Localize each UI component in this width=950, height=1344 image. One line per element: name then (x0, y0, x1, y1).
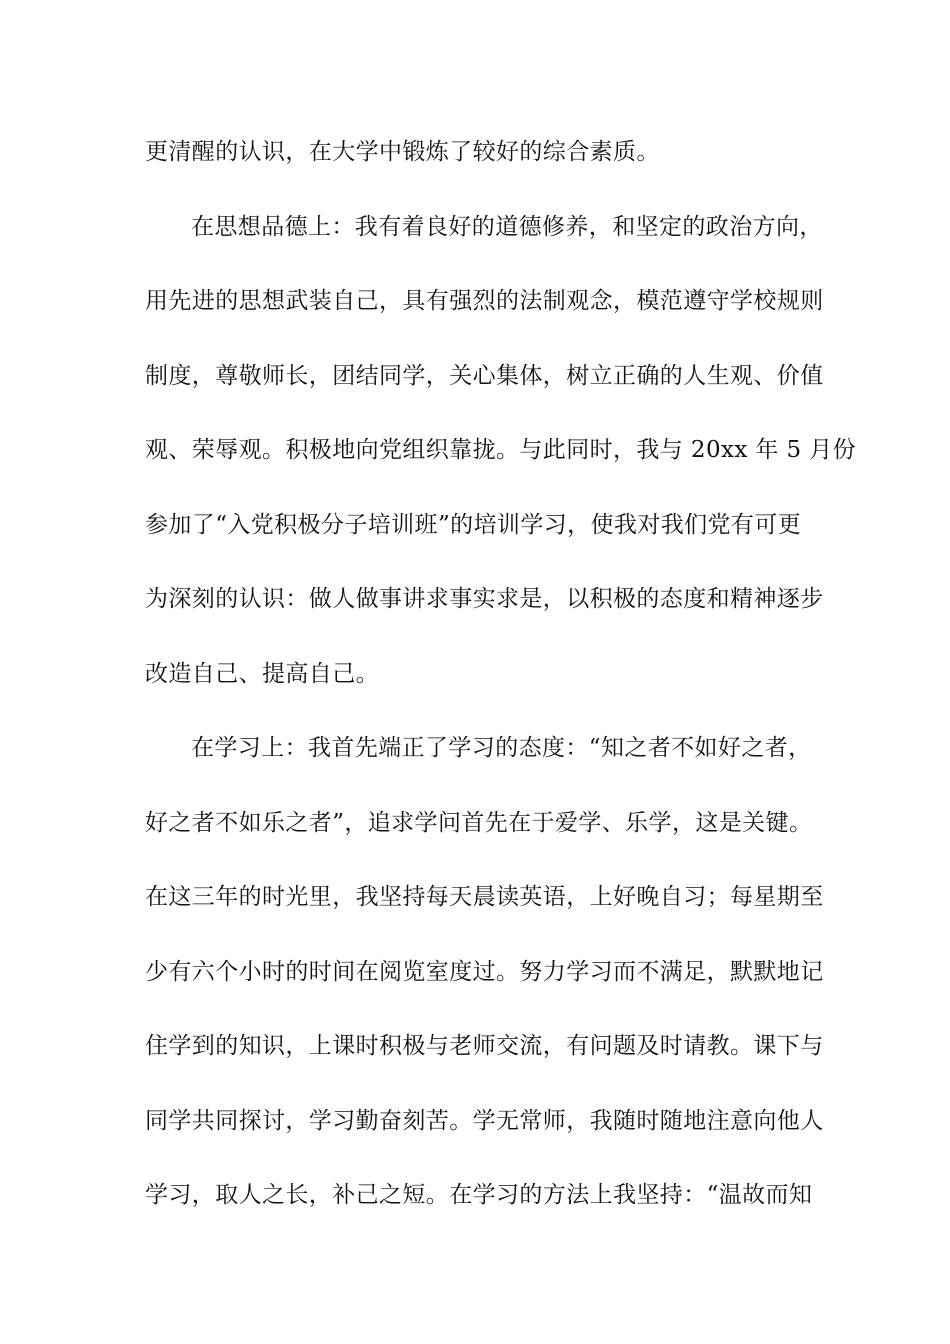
text-line: 改造自己、提高自己。 (145, 660, 379, 687)
text-line: 制度，尊敬师长，团结同学，关心集体，树立正确的人生观、价值 (145, 362, 824, 389)
text-line: 同学共同探讨，学习勤奋刻苦。学无常师，我随时随地注意向他人 (145, 1107, 824, 1134)
text-line: 住学到的知识，上课时积极与老师交流，有问题及时请教。课下与 (145, 1033, 824, 1059)
text-line: 为深刻的认识：做人做事讲求事实求是，以积极的态度和精神逐步 (145, 586, 824, 612)
text-line: 学习，取人之长，补己之短。在学习的方法上我坚持：“温故而知 (145, 1182, 813, 1208)
paragraph-start-line: 在思想品德上：我有着良好的道德修养，和坚定的政治方向， (191, 213, 823, 240)
body-text (145, 125, 857, 1243)
text-line: 用先进的思想武装自己，具有强烈的法制观念，模范遵守学校规则 (145, 288, 824, 314)
text-line: 更清醒的认识，在大学中锻炼了较好的综合素质。 (145, 139, 660, 165)
text-line: 观、荣辱观。积极地向党组织靠拢。与此同时，我与 20xx 年 5 月份 (145, 437, 857, 463)
text-line: 少有六个小时的时间在阅览室度过。努力学习而不满足，默默地记 (145, 958, 824, 985)
text-line: 参加了“入党积极分子培训班”的培训学习，使我对我们党有可更 (145, 511, 802, 538)
paragraph-start-line: 在学习上：我首先端正了学习的态度：“知之者不如好之者， (191, 735, 812, 761)
text-line: 在这三年的时光里，我坚持每天晨读英语，上好晚自习；每星期至 (145, 884, 824, 910)
text-line: 好之者不如乐之者”，追求学问首先在于爱学、乐学，这是关键。 (145, 809, 813, 836)
